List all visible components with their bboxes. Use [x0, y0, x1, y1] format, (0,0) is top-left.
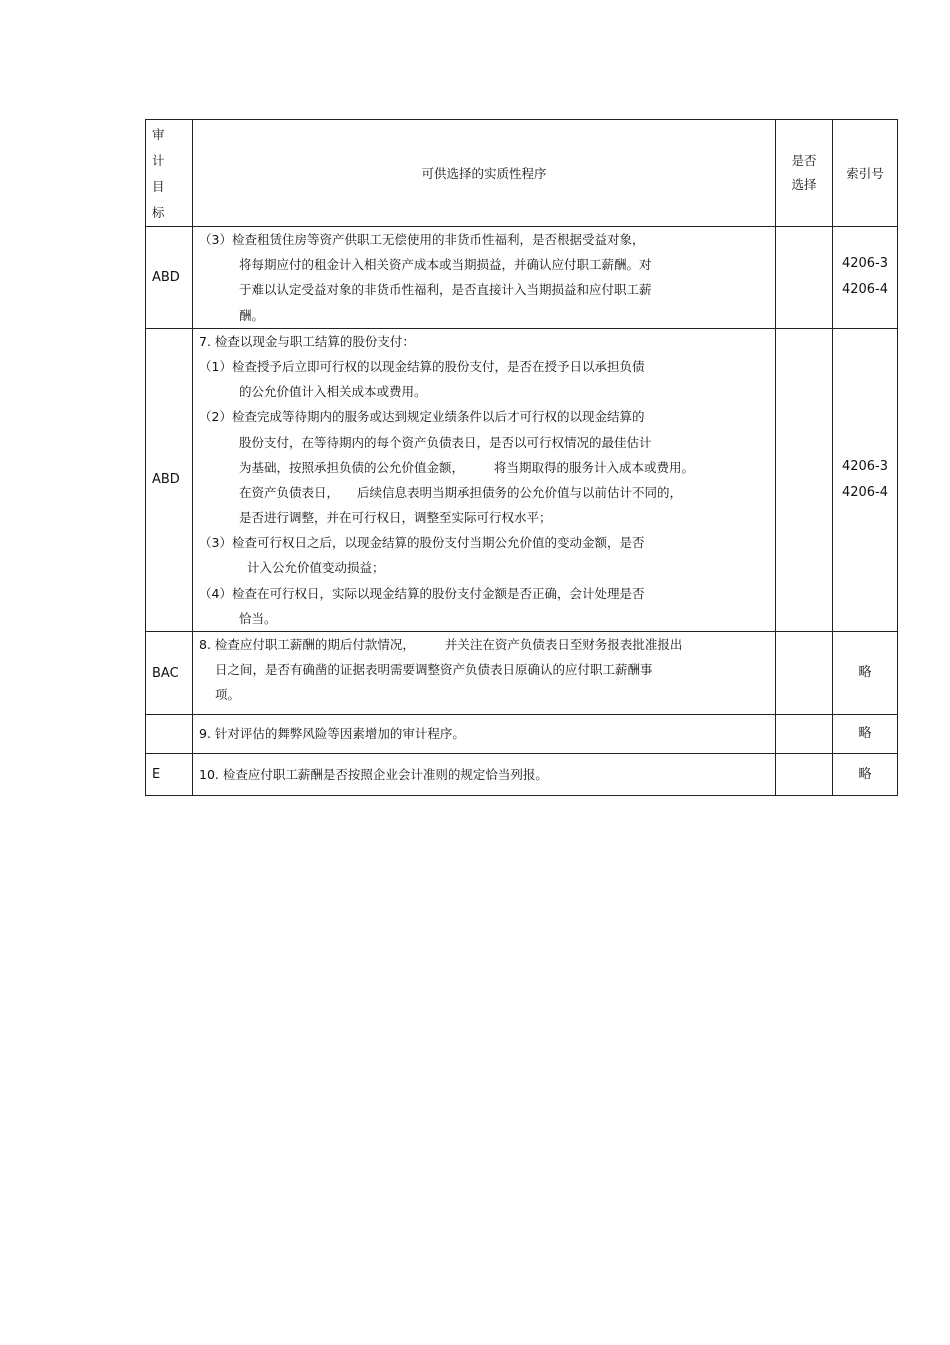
selected-cell[interactable]	[776, 632, 833, 715]
procedure-cell	[193, 715, 776, 754]
procedure-line: 为基础，按照承担负债的公允价值金额， 将当期取得的服务计入成本或费用。	[239, 459, 695, 475]
audit-procedure-table	[145, 119, 898, 796]
audit-objective-cell: ABD	[146, 227, 193, 329]
audit-objective-cell	[146, 715, 193, 754]
table-row	[146, 328, 898, 631]
index-cell: 4206-3 4206-4	[833, 227, 898, 329]
header-selected: 是否 选择	[776, 120, 833, 227]
audit-objective-cell: E	[146, 754, 193, 796]
procedure-cell	[193, 328, 776, 631]
table-row	[146, 754, 898, 796]
procedure-line: （2）检查完成等待期内的服务或达到规定业绩条件以后才可行权的以现金结算的	[199, 409, 645, 425]
index-cell: 略	[833, 754, 898, 796]
procedure-line: 的公允价值计入相关成本或费用。	[239, 384, 427, 400]
procedure-line: 将每期应付的租金计入相关资产成本或当期损益，并确认应付职工薪酬。对	[239, 257, 652, 273]
table-header-row	[146, 120, 898, 227]
procedure-line: 酬。	[239, 307, 265, 323]
procedure-line: 在资产负债表日， 后续信息表明当期承担债务的公允价值与以前估计不同的，	[239, 484, 683, 500]
selected-cell[interactable]	[776, 328, 833, 631]
header-procedure: 可供选择的实质性程序	[193, 120, 776, 227]
procedure-line: （3）检查租赁住房等资产供职工无偿使用的非货币性福利，是否根据受益对象，	[199, 232, 645, 247]
procedure-line: 于难以认定受益对象的非货币性福利，是否直接计入当期损益和应付职工薪	[239, 282, 652, 298]
procedure-line: 9. 针对评估的舞弊风险等因素增加的审计程序。	[199, 726, 465, 742]
procedure-cell	[193, 227, 776, 329]
audit-objective-cell: ABD	[146, 328, 193, 631]
index-cell: 略	[833, 632, 898, 715]
selected-cell[interactable]	[776, 754, 833, 796]
procedure-line: 7. 检查以现金与职工结算的股份支付：	[199, 333, 415, 349]
selected-cell[interactable]	[776, 227, 833, 329]
index-cell: 4206-3 4206-4	[833, 328, 898, 631]
procedure-line: 日之间，是否有确凿的证据表明需要调整资产负债表日原确认的应付职工薪酬事	[215, 662, 653, 678]
procedure-line: 恰当。	[239, 610, 277, 626]
procedure-line: （1）检查授予后立即可行权的以现金结算的股份支付，是否在授予日以承担负债	[199, 358, 645, 374]
table-row	[146, 227, 898, 329]
header-index: 索引号	[833, 120, 898, 227]
procedure-line: 是否进行调整，并在可行权日，调整至实际可行权水平；	[239, 510, 552, 526]
index-cell: 略	[833, 715, 898, 754]
audit-objective-cell: BAC	[146, 632, 193, 715]
procedure-cell	[193, 632, 776, 715]
procedure-line: 股份支付，在等待期内的每个资产负债表日，是否以可行权情况的最佳估计	[239, 434, 652, 450]
procedure-line: 项。	[215, 687, 241, 703]
procedure-line: 计入公允价值变动损益；	[247, 560, 385, 576]
table-row	[146, 715, 898, 754]
procedure-line: 10. 检查应付职工薪酬是否按照企业会计准则的规定恰当列报。	[199, 766, 548, 782]
procedure-line: 8. 检查应付职工薪酬的期后付款情况， 并关注在资产负债表日至财务报表批准报出	[199, 637, 683, 652]
table-row	[146, 632, 898, 715]
selected-cell[interactable]	[776, 715, 833, 754]
procedure-line: （3）检查可行权日之后，以现金结算的股份支付当期公允价值的变动金额，是否	[199, 535, 645, 551]
procedure-line: （4）检查在可行权日，实际以现金结算的股份支付金额是否正确，会计处理是否	[199, 585, 645, 601]
header-audit-objective: 审 计 目 标	[146, 120, 193, 227]
procedure-cell	[193, 754, 776, 796]
